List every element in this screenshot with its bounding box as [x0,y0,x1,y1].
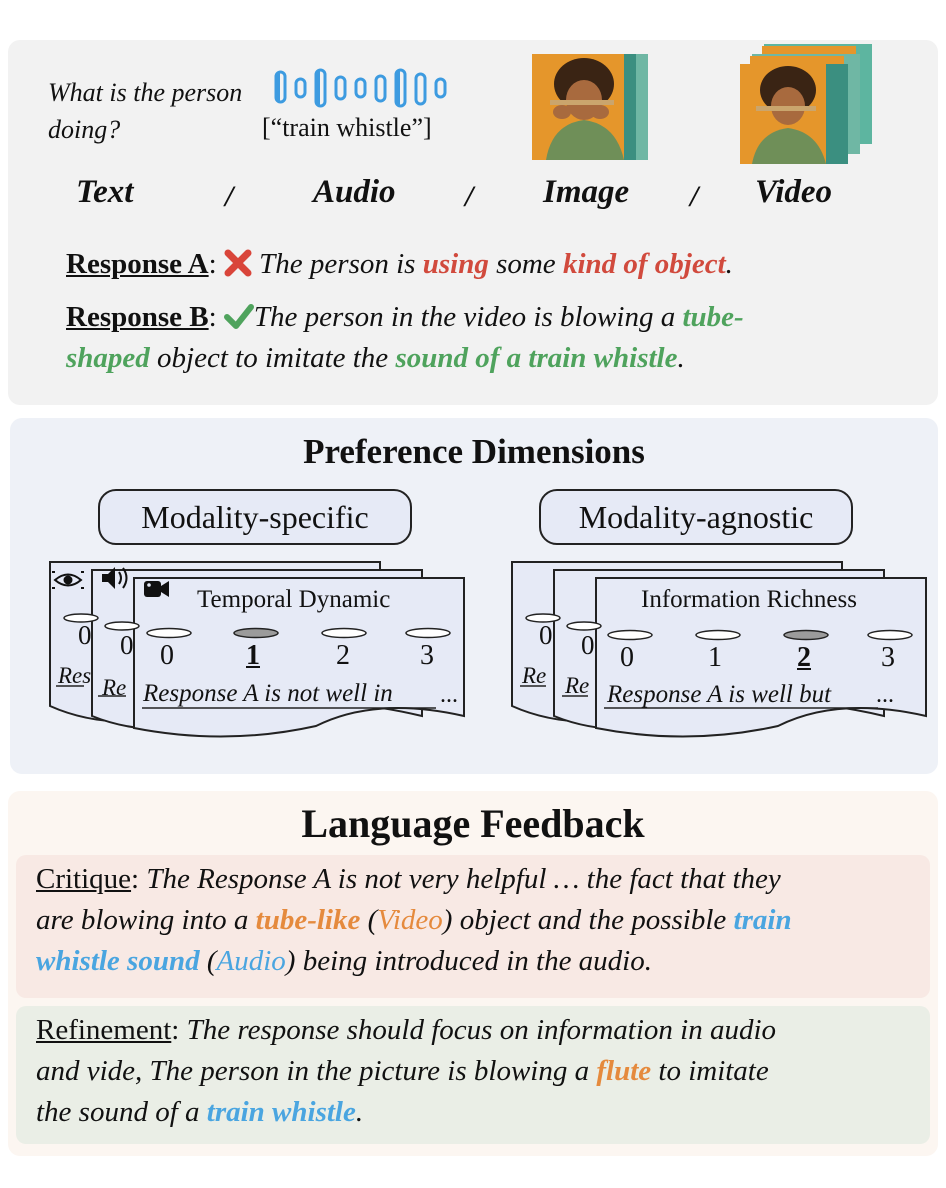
refinement-key: Refinement [36,1014,172,1046]
agnostic-back-card-text-2: Re [565,673,590,698]
score-0: 0 [160,640,174,671]
cross-icon [224,249,252,277]
modality-specific-card-stack [46,556,476,746]
modality-agnostic-pill: Modality-agnostic [539,489,853,545]
feedback-title: Language Feedback [301,801,645,846]
modality-image: Image [543,174,630,210]
temporal-dynamic-title: Temporal Dynamic [197,586,391,613]
score-1-selected: 1 [246,640,260,671]
agnostic-score-0: 0 [620,642,634,673]
child-flute-image [532,54,648,160]
back-card-text: Res [58,663,92,688]
back-card-score-2: 0 [120,630,134,660]
separator-2: / [465,180,474,213]
ellipsis: ... [440,682,458,708]
checkmark-icon [224,302,254,330]
agnostic-ellipsis: ... [876,682,894,708]
card-text: Response A is not well in [143,680,393,707]
back-card-text-2: Re [102,675,127,700]
separator-3: / [690,180,699,213]
preference-title: Preference Dimensions [303,432,645,471]
score-3: 3 [420,640,434,671]
response-a: Response A: The person is using some kind of object. [66,248,733,280]
agnostic-card-text: Response A is well but [607,681,832,708]
modality-specific-pill: Modality-specific [98,489,412,545]
modality-video: Video [755,174,833,210]
modality-audio: Audio [313,174,396,210]
score-2: 2 [336,640,350,671]
audio-caption: [“train whistle”] [262,113,432,142]
back-card-score-agnostic-2: 0 [581,630,595,660]
agnostic-score-2-selected: 2 [797,642,811,673]
critique-box: Critique: The Response A is not very helpful … the fact that they are blowing into a tube-like (Video) object and the possible train whistle sound (Audio) being introduced in the audio. [16,855,930,998]
response-b-label: Response B [66,301,209,333]
separator-1: / [225,180,234,213]
video-camera-icon [144,581,169,597]
refinement-box: Refinement: The response should focus on information in audio and vide, The person in the picture is blowing a flute to imitate the sound of a train whistle. [16,1006,930,1144]
response-a-label: Response A [66,248,209,280]
modality-agnostic-card-stack [508,556,938,746]
agnostic-score-3: 3 [881,642,895,673]
modality-text: Text [76,174,134,210]
audio-waveform-icon [272,68,458,110]
back-card-score-agnostic: 0 [539,620,553,650]
agnostic-back-card-text: Re [522,663,547,688]
critique-key: Critique [36,863,132,895]
question-text: What is the person doing? [48,78,243,144]
response-b-line2: shaped object to imitate the sound of a train whistle. [66,342,685,374]
information-richness-title: Information Richness [641,586,857,613]
back-card-score: 0 [78,620,92,650]
child-flute-video-frames [740,44,876,164]
response-b: Response B: The person in the video is blowing a tube- [66,301,744,333]
agnostic-score-1: 1 [708,642,722,673]
